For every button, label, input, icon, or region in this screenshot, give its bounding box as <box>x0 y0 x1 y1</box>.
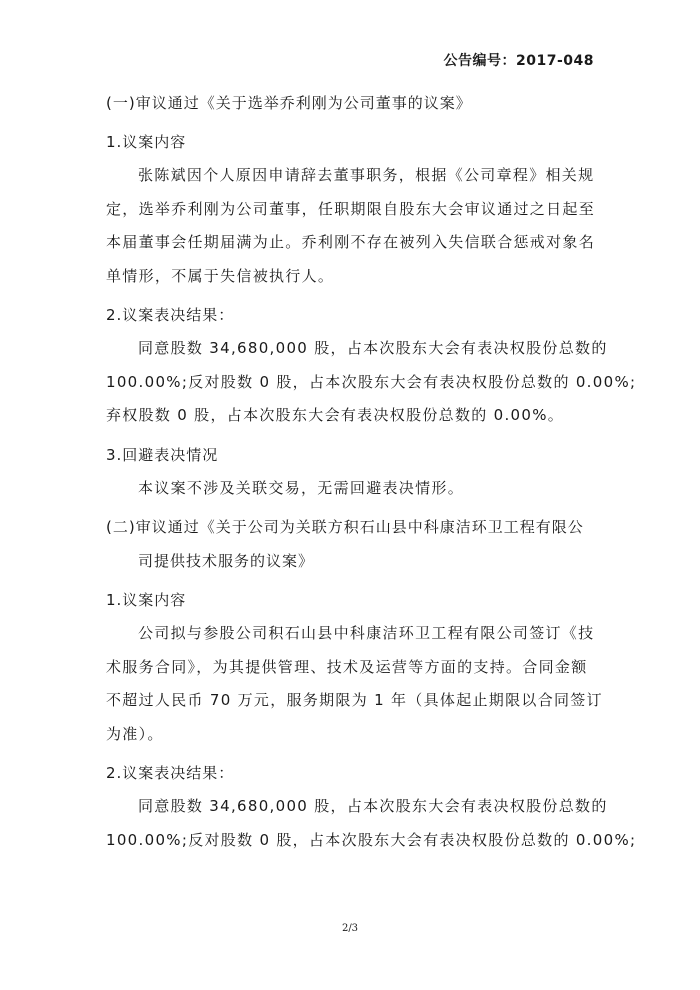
section2-item1-paragraph <box>106 617 603 751</box>
section1-title: (一)审议通过《关于选举乔利刚为公司董事的议案》 <box>106 94 472 112</box>
section2-item1-heading: 1.议案内容 <box>106 591 187 609</box>
paragraph-line: 本届董事会任期届满为止。乔利刚不存在被列入失信联合惩戒对象名 <box>106 233 596 251</box>
paragraph-line: 单情形，不属于失信被执行人。 <box>106 266 335 285</box>
paragraph-line: 定，选举乔利刚为公司董事，任职期限自股东大会审议通过之日起至 <box>106 199 596 218</box>
paragraph-line: 同意股数 34,680,000 股，占本次股东大会有表决权股份总数的 <box>138 339 608 357</box>
section2-item2-paragraph <box>106 790 637 857</box>
paragraph-line: 100.00%;反对股数 0 股，占本次股东大会有表决权股份总数的 0.00%; <box>106 372 637 391</box>
paragraph-line: 为准）。 <box>106 724 164 743</box>
section2-title-line1: (二)审议通过《关于公司为关联方积石山县中科康洁环卫工程有限公 <box>106 518 584 536</box>
paragraph-line: 同意股数 34,680,000 股，占本次股东大会有表决权股份总数的 <box>138 797 608 815</box>
section1-item3-text: 本议案不涉及关联交易，无需回避表决情形。 <box>138 478 465 497</box>
section2-item2-heading: 2.议案表决结果： <box>106 764 235 782</box>
paragraph-line: 公司拟与参股公司积石山县中科康洁环卫工程有限公司签订《技 <box>138 624 595 642</box>
page-content <box>106 86 637 857</box>
notice-number: 公告编号：2017-048 <box>443 53 594 69</box>
paragraph-line: 张陈斌因个人原因申请辞去董事职务，根据《公司章程》相关规 <box>138 166 595 184</box>
section1-item2-paragraph <box>106 332 637 433</box>
page-number: 2/3 <box>341 923 359 934</box>
paragraph-line: 弃权股数 0 股，占本次股东大会有表决权股份总数的 0.00%。 <box>106 406 565 424</box>
section2-title-line2: 司提供技术服务的议案》 <box>138 552 315 570</box>
paragraph-line: 100.00%;反对股数 0 股，占本次股东大会有表决权股份总数的 0.00%; <box>106 830 637 849</box>
section1-item3-heading: 3.回避表决情况 <box>106 445 219 464</box>
paragraph-line: 术服务合同》，为其提供管理、技术及运营等方面的支持。合同金额 <box>106 657 588 676</box>
section1-item1-heading: 1.议案内容 <box>106 133 187 151</box>
section1-item2-heading: 2.议案表决结果： <box>106 306 235 324</box>
paragraph-line: 不超过人民币 70 万元，服务期限为 1 年（具体起止期限以合同签订 <box>106 691 603 709</box>
section1-item1-paragraph <box>106 159 596 293</box>
